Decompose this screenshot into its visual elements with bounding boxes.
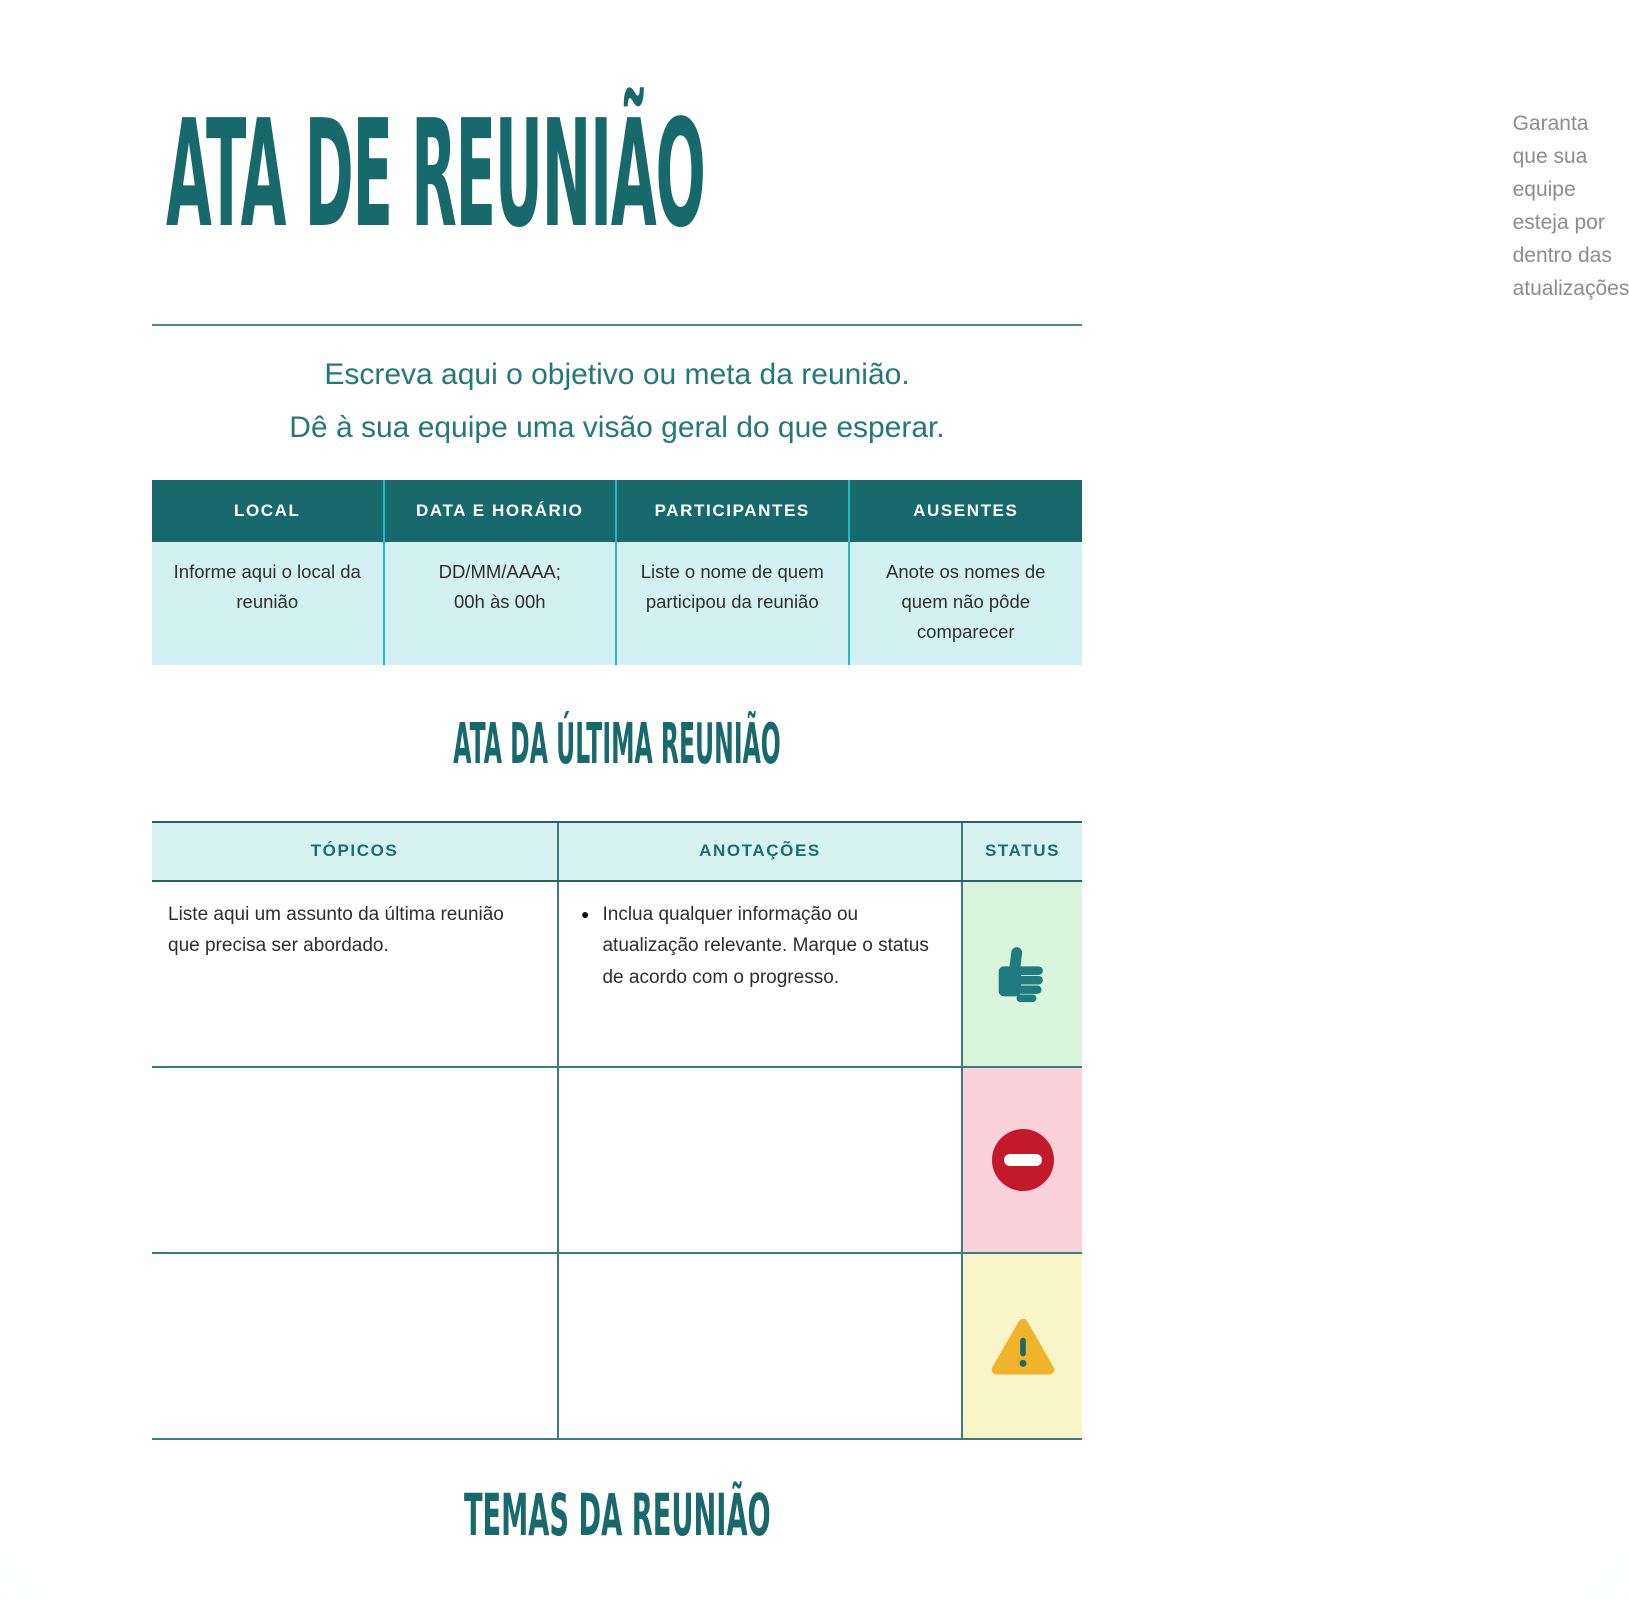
header: [152, 0, 1629, 306]
header-anotacoes: ANOTAÇÕES: [559, 823, 963, 880]
objective-line-2: Dê à sua equipe uma visão geral do que esperar.: [289, 410, 945, 444]
thumbs-up-icon: [991, 942, 1055, 1006]
status-cell: [963, 882, 1082, 1066]
meeting-info-header-row: [152, 480, 1082, 542]
status-cell: [963, 1068, 1082, 1252]
last-meeting-section-title: ATA DA ÚLTIMA REUNIÃO: [453, 711, 781, 777]
header-status: STATUS: [984, 841, 1061, 861]
meeting-info-body-row: [152, 542, 1082, 665]
cell-data-horario: DD/MM/AAAA; 00h às 00h: [385, 542, 618, 665]
tagline-text: Garanta que sua equipe esteja por dentro das atualizações: [1512, 112, 1629, 300]
header-local: LOCAL: [152, 480, 385, 542]
table-row: [152, 1254, 1082, 1440]
meeting-info-table: [152, 480, 1082, 665]
warning-icon: [988, 1314, 1058, 1378]
note-cell: ● Inclua qualquer informação ou atualização relevante. Marque o status de acordo com o progresso.: [559, 882, 963, 1066]
status-cell: [963, 1254, 1082, 1438]
objective-text: [152, 348, 1082, 454]
note-cell: [559, 1068, 963, 1252]
bullet-icon: ●: [581, 905, 590, 922]
header-topicos: TÓPICOS: [152, 823, 559, 880]
no-entry-icon: [992, 1129, 1054, 1191]
last-meeting-table: [152, 821, 1082, 1440]
table-row: [152, 882, 1082, 1068]
page-title: ATA DE REUNIÃO: [166, 88, 705, 260]
topics-section-title: TEMAS DA REUNIÃO: [463, 1480, 771, 1549]
cell-ausentes: Anote os nomes de quem não pôde comparecer: [886, 561, 1046, 642]
last-meeting-header-row: [152, 823, 1082, 882]
topic-cell: Liste aqui um assunto da última reunião que precisa ser abordado.: [152, 882, 559, 1066]
note-cell: [559, 1254, 963, 1438]
cell-local: Informe aqui o local da reunião: [152, 542, 385, 665]
cell-participantes: Liste o nome de quem participou da reunião: [617, 542, 850, 665]
topic-cell: [152, 1254, 559, 1438]
objective-line-1: Escreva aqui o objetivo ou meta da reunião.: [324, 357, 910, 391]
table-row: [152, 1068, 1082, 1254]
header-divider: [152, 324, 1082, 326]
header-data-horario: DATA E HORÁRIO: [385, 480, 618, 542]
header-participantes: PARTICIPANTES: [617, 480, 850, 542]
header-ausentes: AUSENTES: [913, 501, 1019, 520]
topic-cell: [152, 1068, 559, 1252]
